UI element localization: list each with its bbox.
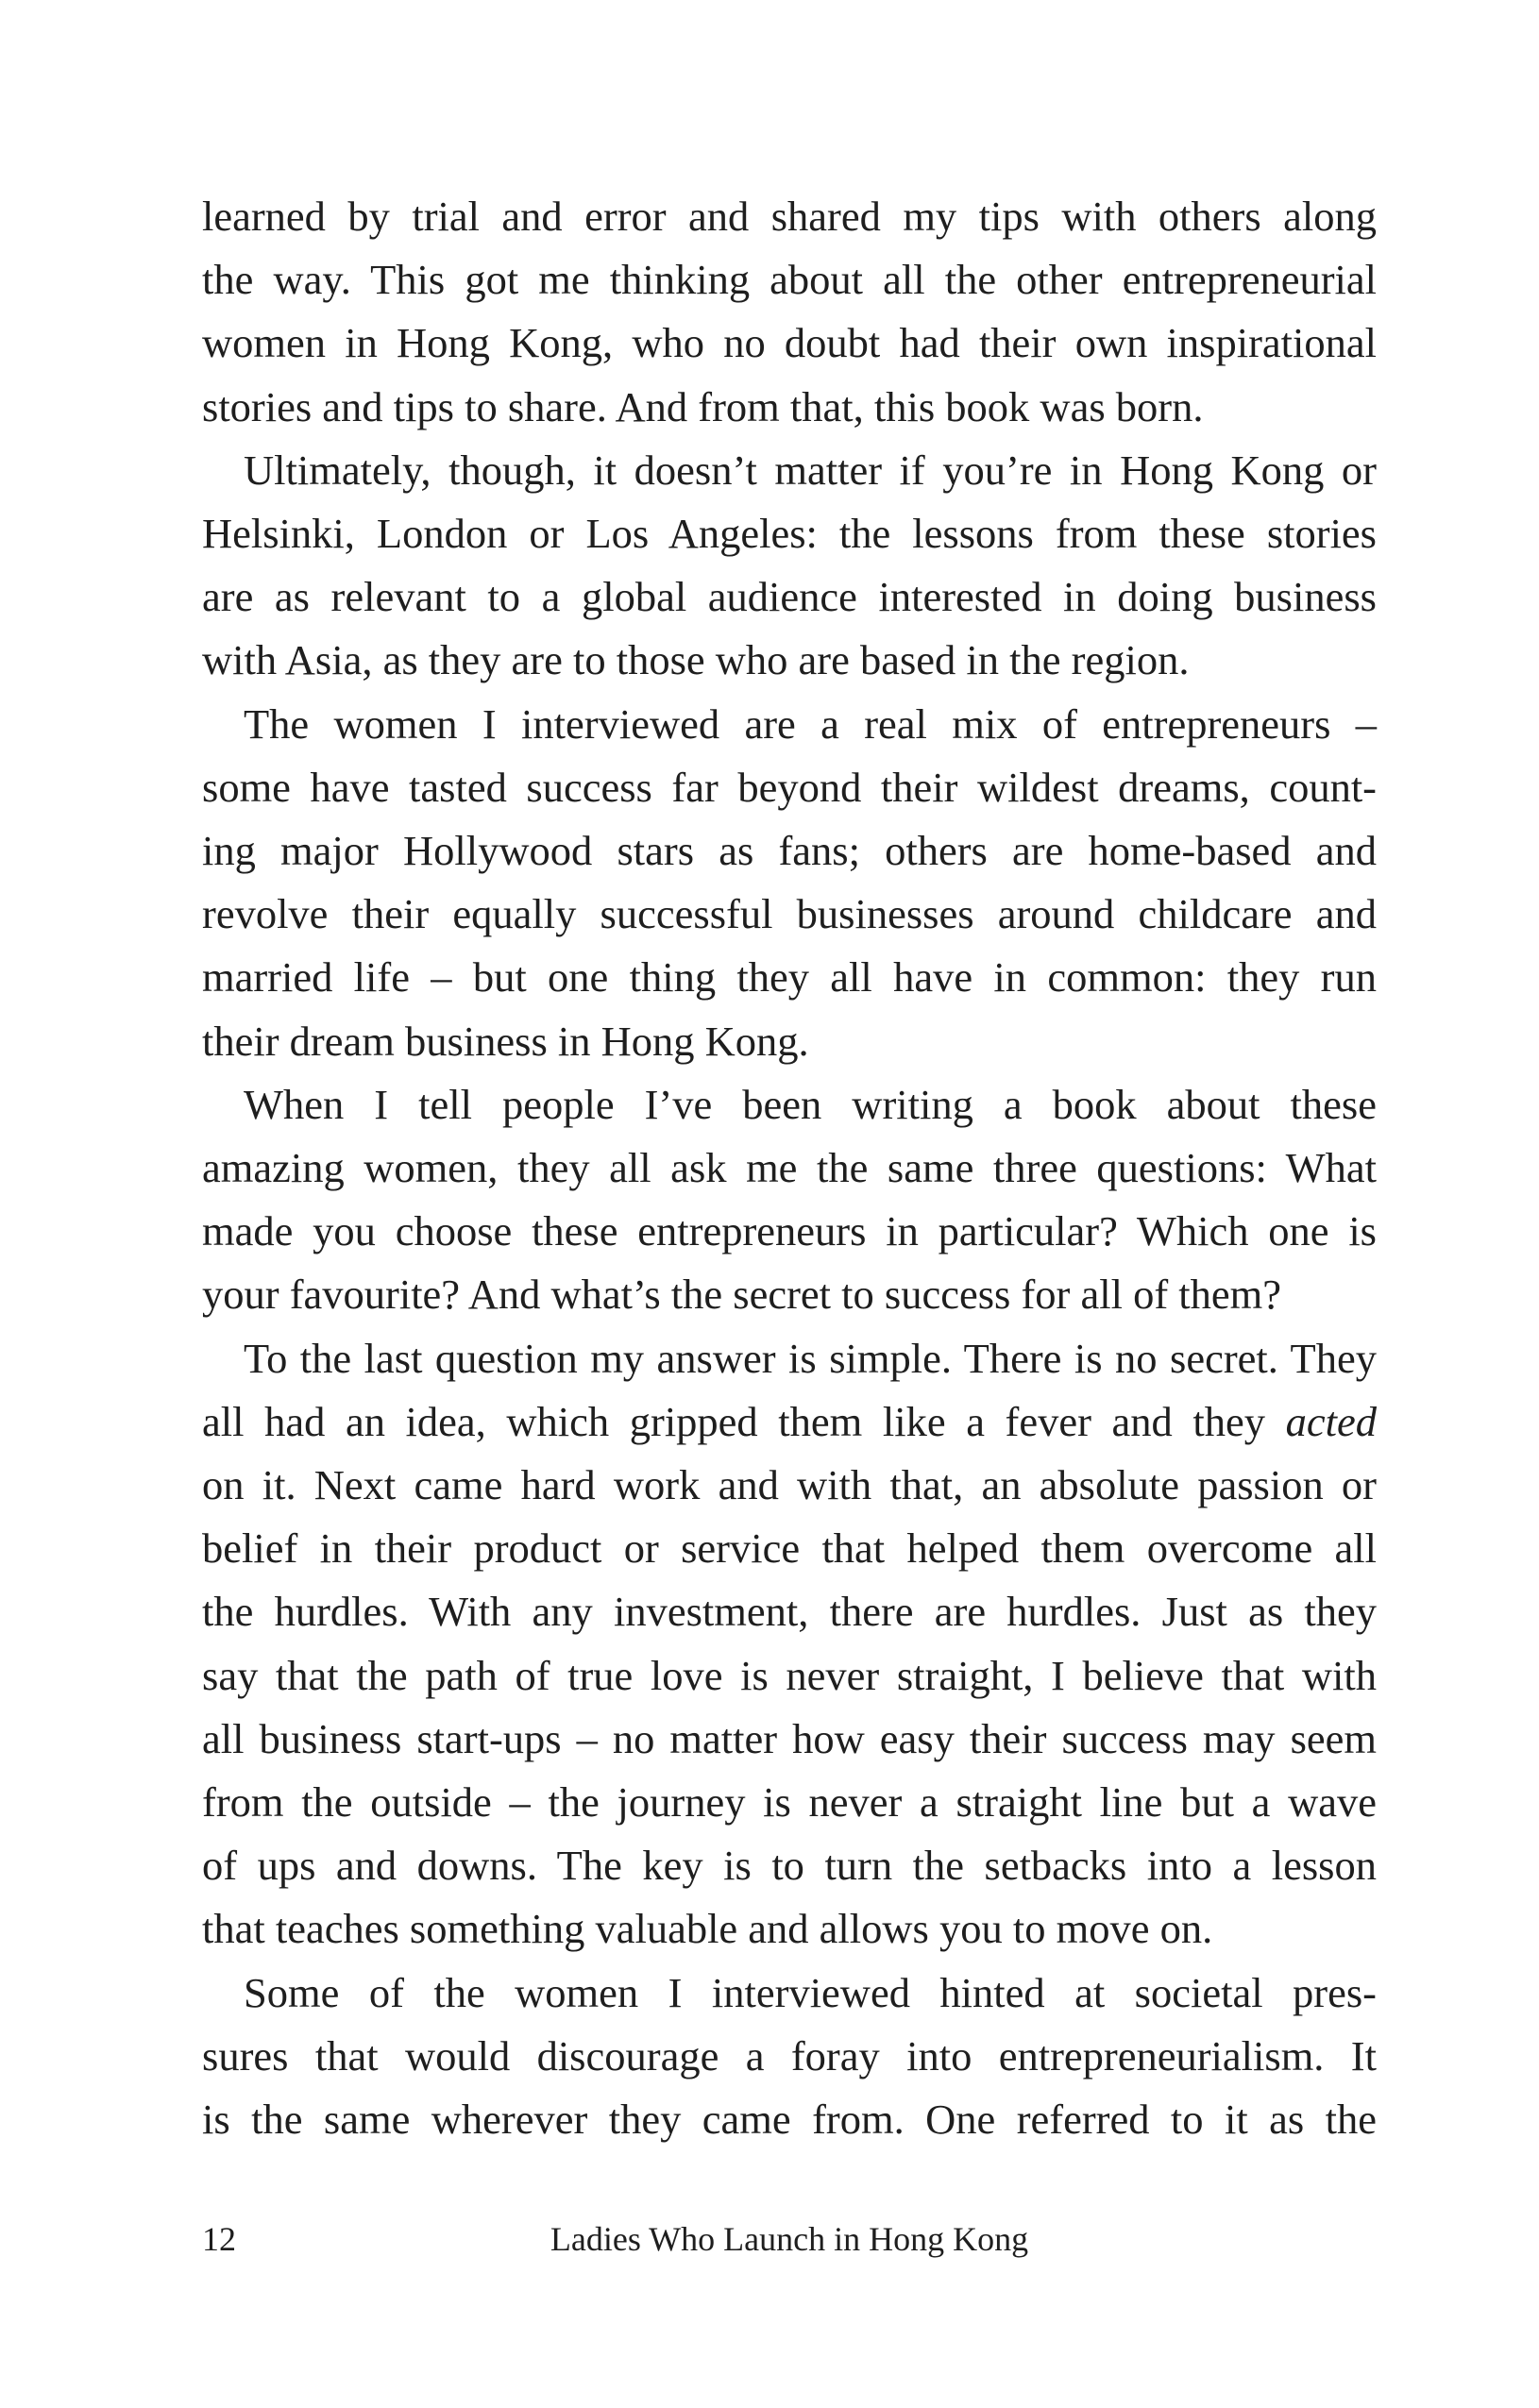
text-line: stories and tips to share. And from that, this book was born. [202,382,1204,430]
text-line: some have tasted success far beyond their wildest dreams, count- [202,763,1377,811]
text-line: on it. Next came hard work and with that, an absolute passion or [202,1461,1377,1509]
text-line: are as relevant to a global audience interested in doing business [202,573,1377,621]
text-line: married life – but one thing they all have in common: they run [202,953,1377,1002]
text-line: from the outside – the journey is never a straight line but a wave [202,1778,1377,1827]
text-line: is the same wherever they came from. One referred to it as the [202,2096,1377,2144]
body-paragraph [202,693,1377,1073]
text-line: sures that would discourage a foray into entrepreneurialism. It [202,2031,1377,2080]
running-title: Ladies Who Launch in Hong Kong [550,2220,1029,2258]
text-line: The women I interviewed are a real mix of entrepreneurs – [244,699,1377,748]
text-line: learned by trial and error and shared my tips with others along [202,193,1377,240]
text-line: the hurdles. With any investment, there are hurdles. Just as they [202,1588,1377,1636]
text-line: belief in their product or service that helped them overcome all [202,1524,1377,1573]
text-line: say that the path of true love is never straight, I believe that with [202,1651,1377,1699]
body-paragraph [202,1073,1377,1327]
text-line: your favourite? And what’s the secret to success for all of them? [202,1271,1282,1319]
text-line: made you choose these entrepreneurs in particular? Which one is [202,1207,1377,1255]
text-line: the way. This got me thinking about all the other entrepreneurial [202,256,1377,304]
text-line: Helsinki, London or Los Angeles: the lessons from these stories [202,510,1377,558]
text-line: that teaches something valuable and allows you to move on. [202,1905,1213,1953]
text-line: amazing women, they all ask me the same three questions: What [202,1144,1377,1192]
page-number: 12 [202,2220,236,2258]
text-line: their dream business in Hong Kong. [202,1017,809,1065]
text-line: with Asia, as they are to those who are based in the region. [202,636,1190,684]
text-line: Ultimately, though, it doesn’t matter if you’re in Hong Kong or [244,446,1377,494]
text-line: all business start-ups – no matter how easy their success may seem [202,1714,1377,1762]
text-line: revolve their equally successful businesses around childcare and [202,890,1377,938]
text-line: When I tell people I’ve been writing a book about these [244,1080,1377,1128]
body-paragraph [202,1327,1377,1962]
emphasis: acted [1285,1397,1377,1445]
text-line: To the last question my answer is simple. There is no secret. They [244,1334,1377,1382]
body-paragraph [202,185,1377,439]
text-line: women in Hong Kong, who no doubt had their own inspirational [202,319,1377,367]
body-paragraph [202,439,1377,693]
page-footer [202,2211,1377,2267]
body-paragraph [202,1962,1377,2152]
text-line: all had an idea, which gripped them like a fever and they acted [202,1397,1377,1445]
text-line: of ups and downs. The key is to turn the setbacks into a lesson [202,1842,1377,1890]
page-body [202,185,1377,2151]
text-line: ing major Hollywood stars as fans; others are home-based and [202,827,1377,875]
text-line: Some of the women I interviewed hinted at societal pres- [244,1968,1377,2016]
